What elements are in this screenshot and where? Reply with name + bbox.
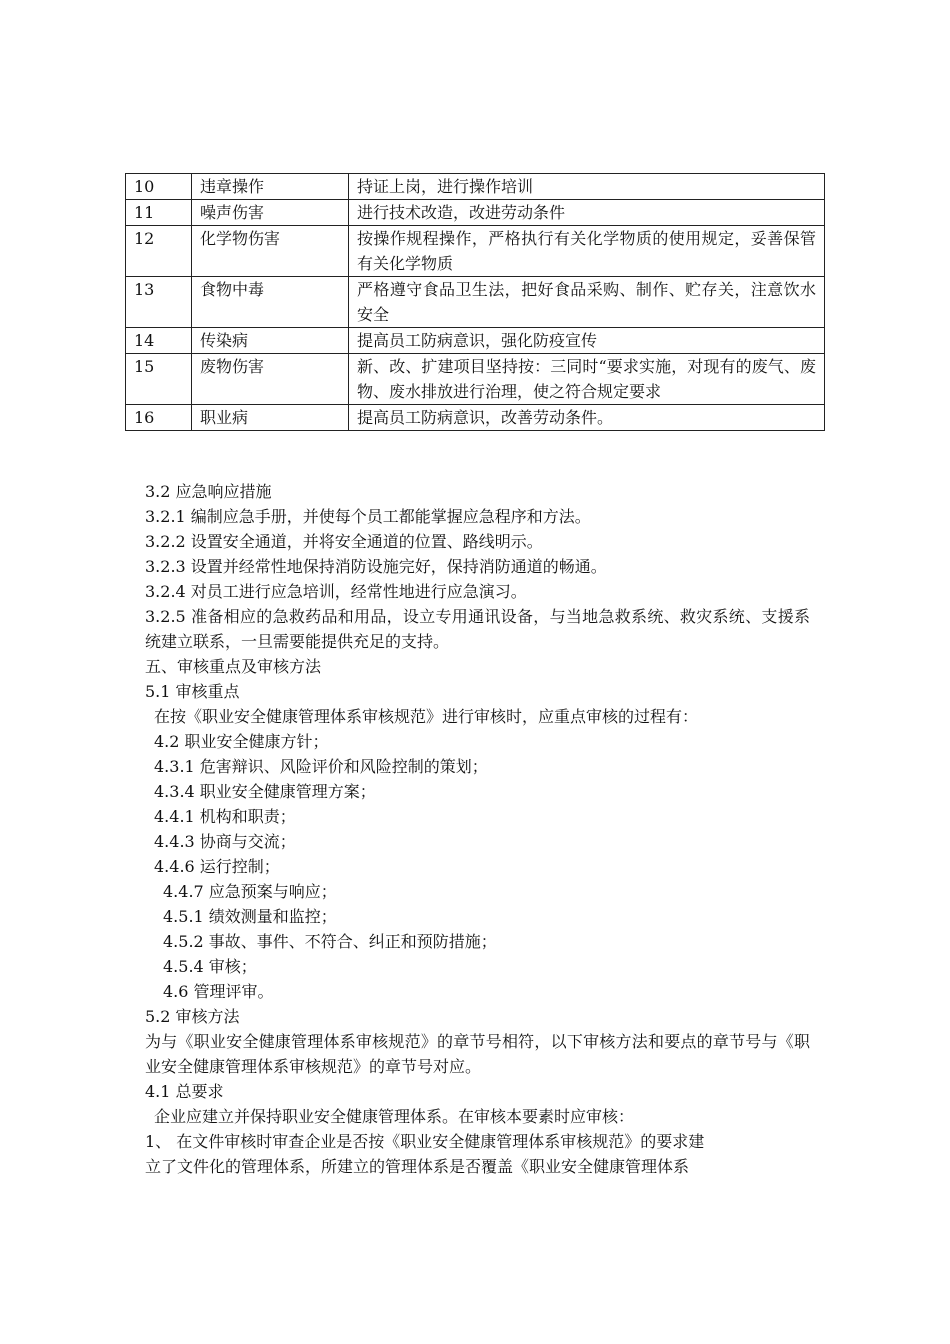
section-heading-5-2: 5.2 审核方法 <box>145 1007 240 1026</box>
row-number: 15 <box>126 354 192 405</box>
paragraph-3-2-2: 3.2.2 设置安全通道，并将安全通道的位置、路线明示。 <box>145 532 543 551</box>
paragraph-5-1-intro: 在按《职业安全健康管理体系审核规范》进行审核时，应重点审核的过程有： <box>154 707 699 726</box>
list-item: 4.5.1 绩效测量和监控； <box>163 907 337 926</box>
hazard-name: 职业病 <box>192 405 349 431</box>
table-row <box>126 354 825 405</box>
list-item: 4.2 职业安全健康方针； <box>154 732 329 751</box>
hazard-measures-table <box>125 173 825 431</box>
row-number: 12 <box>126 226 192 277</box>
control-measure: 进行技术改造，改进劳动条件 <box>349 200 825 226</box>
paragraph-3-2-1: 3.2.1 编制应急手册，并使每个员工都能掌握应急程序和方法。 <box>145 507 591 526</box>
hazard-name: 违章操作 <box>192 174 349 200</box>
hazard-name: 噪声伤害 <box>192 200 349 226</box>
hazard-name: 化学物伤害 <box>192 226 349 277</box>
hazard-name: 食物中毒 <box>192 277 349 328</box>
control-measure: 按操作规程操作，严格执行有关化学物质的使用规定，妥善保管有关化学物质 <box>349 226 825 277</box>
table-row <box>126 405 825 431</box>
numbered-item-1: 1、 在文件审核时审查企业是否按《职业安全健康管理体系审核规范》的要求建 <box>145 1132 705 1151</box>
section-heading-4-1: 4.1 总要求 <box>145 1082 224 1101</box>
list-item: 4.5.4 审核； <box>163 957 257 976</box>
control-measure: 提高员工防病意识，强化防疫宣传 <box>349 328 825 354</box>
paragraph-continuation: 立了文件化的管理体系，所建立的管理体系是否覆盖《职业安全健康管理体系 <box>145 1157 690 1176</box>
hazard-name: 传染病 <box>192 328 349 354</box>
table-row <box>126 174 825 200</box>
list-item: 4.3.1 危害辩识、风险评价和风险控制的策划； <box>154 757 488 776</box>
table-row <box>126 277 825 328</box>
control-measure: 严格遵守食品卫生法，把好食品采购、制作、贮存关，注意饮水安全 <box>349 277 825 328</box>
paragraph-3-2-5: 3.2.5 准备相应的急救药品和用品，设立专用通讯设备，与当地急救系统、救灾系统、支援系统建立联系，一旦需要能提供充足的支持。 <box>145 607 810 651</box>
hazard-name: 废物伤害 <box>192 354 349 405</box>
list-item: 4.4.1 机构和职责； <box>154 807 296 826</box>
list-item: 4.4.6 运行控制； <box>154 857 280 876</box>
chapter-heading-5: 五、审核重点及审核方法 <box>145 657 322 676</box>
list-item: 4.3.4 职业安全健康管理方案； <box>154 782 376 801</box>
table-row <box>126 226 825 277</box>
list-item: 4.4.7 应急预案与响应； <box>163 882 337 901</box>
paragraph-3-2-4: 3.2.4 对员工进行应急培训，经常性地进行应急演习。 <box>145 582 527 601</box>
row-number: 10 <box>126 174 192 200</box>
paragraph-5-2-intro: 为与《职业安全健康管理体系审核规范》的章节号相符，以下审核方法和要点的章节号与《职业安全健康管理体系审核规范》的章节号对应。 <box>145 1032 810 1076</box>
list-item: 4.6 管理评审。 <box>163 982 274 1001</box>
control-measure: 提高员工防病意识，改善劳动条件。 <box>349 405 825 431</box>
document-body <box>145 479 810 1179</box>
paragraph-3-2-3: 3.2.3 设置并经常性地保持消防设施完好，保持消防通道的畅通。 <box>145 557 607 576</box>
list-item: 4.5.2 事故、事件、不符合、纠正和预防措施； <box>163 932 497 951</box>
table-row <box>126 200 825 226</box>
list-item: 4.4.3 协商与交流； <box>154 832 296 851</box>
paragraph-4-1-intro: 企业应建立并保持职业安全健康管理体系。在审核本要素时应审核： <box>154 1107 635 1126</box>
row-number: 11 <box>126 200 192 226</box>
control-measure: 新、改、扩建项目坚持按：三同时“要求实施，对现有的废气、废物、废水排放进行治理，使之符合规定要求 <box>349 354 825 405</box>
table-row <box>126 328 825 354</box>
row-number: 14 <box>126 328 192 354</box>
control-measure: 持证上岗，进行操作培训 <box>349 174 825 200</box>
section-heading-5-1: 5.1 审核重点 <box>145 682 240 701</box>
row-number: 13 <box>126 277 192 328</box>
section-heading-3-2: 3.2 应急响应措施 <box>145 482 272 501</box>
row-number: 16 <box>126 405 192 431</box>
